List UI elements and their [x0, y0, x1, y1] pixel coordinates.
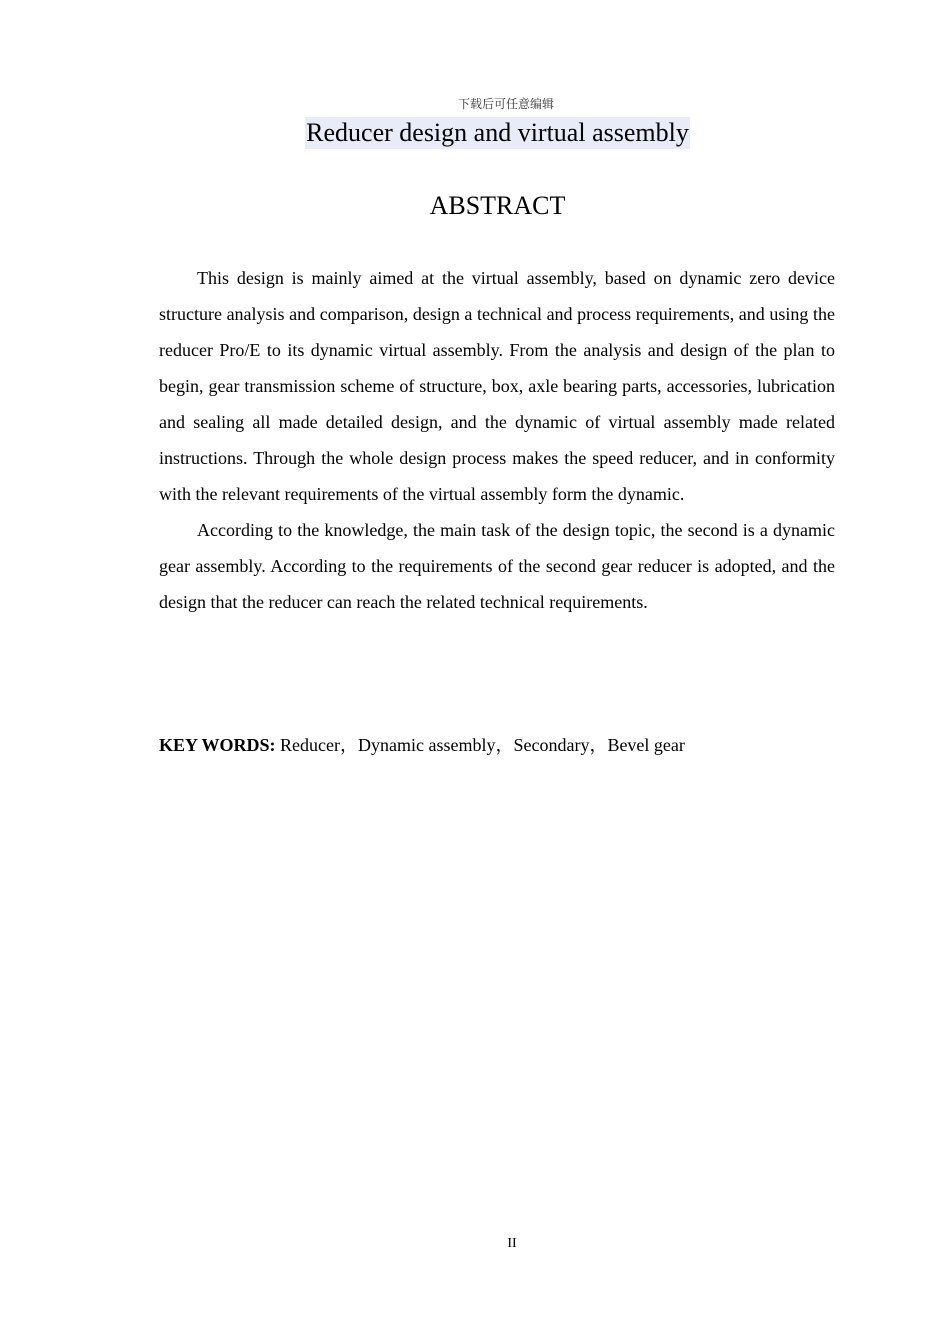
abstract-paragraph-2: According to the knowledge, the main task of the design topic, the second is a dynamic gear assembly. According to the requirements of the second gear reducer is adopted, and the design that the reducer can reach the related technical requirements. — [159, 520, 835, 612]
document-title: Reducer design and virtual assembly — [306, 118, 689, 147]
keywords-text: Reducer，Dynamic assembly，Secondary，Bevel gear — [275, 735, 685, 755]
page-number: II — [507, 1236, 517, 1251]
title-wrap — [0, 117, 950, 149]
keywords-label: KEY WORDS: — [159, 735, 276, 755]
keywords-line — [159, 727, 835, 763]
abstract-paragraph-1: This design is mainly aimed at the virtual assembly, based on dynamic zero device structure analysis and comparison, design a technical and process requirements, and using the reducer Pro/E to its dynamic virtual assembly. From the analysis and design of the plan to begin, gear transmission scheme of structure, box, axle bearing parts, accessories, lubrication and sealing all made detailed design, and the dynamic of virtual assembly made related instructions. Through the whole design process makes the speed reducer, and in conformity with the relevant requirements of the virtual assembly form the dynamic. — [159, 268, 835, 504]
header-note: 下载后可任意编辑 — [457, 97, 554, 111]
abstract-heading: ABSTRACT — [429, 191, 566, 220]
abstract-body — [159, 260, 835, 620]
